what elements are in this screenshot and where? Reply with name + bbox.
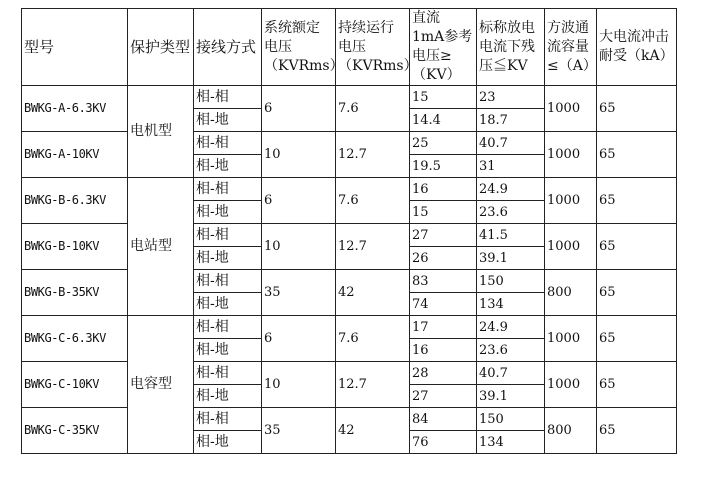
residual-voltage-cell: 150 — [477, 270, 545, 293]
table-row — [22, 362, 677, 385]
impulse-cell: 65 — [597, 362, 677, 408]
square-wave-cell: 800 — [545, 408, 597, 454]
dc-reference-cell: 74 — [410, 293, 477, 316]
wiring-cell: 相-地 — [194, 293, 262, 316]
residual-voltage-cell: 41.5 — [477, 224, 545, 247]
table-row — [22, 270, 677, 293]
table-row — [22, 316, 677, 339]
square-wave-cell: 1000 — [545, 316, 597, 362]
residual-voltage-cell: 23 — [477, 86, 545, 109]
continuous-voltage-cell: 12.7 — [336, 362, 410, 408]
rated-voltage-cell: 6 — [262, 86, 336, 132]
residual-voltage-cell: 39.1 — [477, 247, 545, 270]
residual-voltage-cell: 134 — [477, 431, 545, 454]
continuous-voltage-cell: 7.6 — [336, 86, 410, 132]
dc-reference-cell: 15 — [410, 86, 477, 109]
dc-reference-cell: 83 — [410, 270, 477, 293]
wiring-cell: 相-相 — [194, 178, 262, 201]
header-impulse-withstand: 大电流冲击耐受（kA） — [597, 9, 677, 86]
header-row — [22, 9, 677, 86]
header-model: 型号 — [22, 9, 128, 86]
wiring-cell: 相-相 — [194, 224, 262, 247]
wiring-cell: 相-地 — [194, 155, 262, 178]
rated-voltage-cell: 10 — [262, 224, 336, 270]
dc-reference-cell: 27 — [410, 224, 477, 247]
wiring-cell: 相-相 — [194, 362, 262, 385]
impulse-cell: 65 — [597, 86, 677, 132]
table-row — [22, 408, 677, 431]
wiring-cell: 相-地 — [194, 201, 262, 224]
continuous-voltage-cell: 42 — [336, 408, 410, 454]
dc-reference-cell: 15 — [410, 201, 477, 224]
impulse-cell: 65 — [597, 316, 677, 362]
model-cell: BWKG-B-10KV — [22, 224, 128, 270]
dc-reference-cell: 17 — [410, 316, 477, 339]
header-wiring-method: 接线方式 — [194, 9, 262, 86]
dc-reference-cell: 26 — [410, 247, 477, 270]
impulse-cell: 65 — [597, 224, 677, 270]
protection-type-capacitor: 电容型 — [128, 316, 194, 454]
header-rated-voltage: 系统额定电压（KVRms） — [262, 9, 336, 86]
wiring-cell: 相-相 — [194, 270, 262, 293]
square-wave-cell: 1000 — [545, 178, 597, 224]
model-cell: BWKG-B-35KV — [22, 270, 128, 316]
wiring-cell: 相-相 — [194, 316, 262, 339]
rated-voltage-cell: 35 — [262, 408, 336, 454]
dc-reference-cell: 25 — [410, 132, 477, 155]
header-square-wave-capacity: 方波通流容量≤（A） — [545, 9, 597, 86]
dc-reference-cell: 14.4 — [410, 109, 477, 132]
impulse-cell: 65 — [597, 270, 677, 316]
residual-voltage-cell: 39.1 — [477, 385, 545, 408]
wiring-cell: 相-相 — [194, 408, 262, 431]
rated-voltage-cell: 6 — [262, 178, 336, 224]
table-row — [22, 132, 677, 155]
residual-voltage-cell: 24.9 — [477, 178, 545, 201]
continuous-voltage-cell: 7.6 — [336, 178, 410, 224]
arrester-spec-table — [21, 8, 677, 454]
dc-reference-cell: 84 — [410, 408, 477, 431]
continuous-voltage-cell: 12.7 — [336, 132, 410, 178]
dc-reference-cell: 76 — [410, 431, 477, 454]
wiring-cell: 相-地 — [194, 109, 262, 132]
square-wave-cell: 1000 — [545, 224, 597, 270]
table-row — [22, 178, 677, 201]
residual-voltage-cell: 24.9 — [477, 316, 545, 339]
wiring-cell: 相-地 — [194, 339, 262, 362]
dc-reference-cell: 28 — [410, 362, 477, 385]
table-row — [22, 86, 677, 109]
continuous-voltage-cell: 12.7 — [336, 224, 410, 270]
model-cell: BWKG-B-6.3KV — [22, 178, 128, 224]
header-dc-reference-voltage: 直流 1mA参考电压≥（KV） — [410, 9, 477, 86]
continuous-voltage-cell: 7.6 — [336, 316, 410, 362]
protection-type-motor: 电机型 — [128, 86, 194, 178]
impulse-cell: 65 — [597, 408, 677, 454]
square-wave-cell: 1000 — [545, 362, 597, 408]
rated-voltage-cell: 10 — [262, 362, 336, 408]
model-cell: BWKG-C-35KV — [22, 408, 128, 454]
header-residual-voltage: 标称放电电流下残压≦KV — [477, 9, 545, 86]
wiring-cell: 相-相 — [194, 132, 262, 155]
impulse-cell: 65 — [597, 178, 677, 224]
residual-voltage-cell: 40.7 — [477, 132, 545, 155]
dc-reference-cell: 16 — [410, 178, 477, 201]
residual-voltage-cell: 31 — [477, 155, 545, 178]
residual-voltage-cell: 150 — [477, 408, 545, 431]
header-continuous-voltage: 持续运行电压（KVRms） — [336, 9, 410, 86]
square-wave-cell: 1000 — [545, 132, 597, 178]
square-wave-cell: 800 — [545, 270, 597, 316]
residual-voltage-cell: 40.7 — [477, 362, 545, 385]
rated-voltage-cell: 10 — [262, 132, 336, 178]
residual-voltage-cell: 23.6 — [477, 201, 545, 224]
residual-voltage-cell: 23.6 — [477, 339, 545, 362]
dc-reference-cell: 27 — [410, 385, 477, 408]
rated-voltage-cell: 6 — [262, 316, 336, 362]
wiring-cell: 相-地 — [194, 431, 262, 454]
wiring-cell: 相-地 — [194, 247, 262, 270]
model-cell: BWKG-C-6.3KV — [22, 316, 128, 362]
protection-type-station: 电站型 — [128, 178, 194, 316]
model-cell: BWKG-A-10KV — [22, 132, 128, 178]
wiring-cell: 相-地 — [194, 385, 262, 408]
header-protection-type: 保护类型 — [128, 9, 194, 86]
residual-voltage-cell: 134 — [477, 293, 545, 316]
table-row — [22, 224, 677, 247]
dc-reference-cell: 16 — [410, 339, 477, 362]
impulse-cell: 65 — [597, 132, 677, 178]
wiring-cell: 相-相 — [194, 86, 262, 109]
square-wave-cell: 1000 — [545, 86, 597, 132]
model-cell: BWKG-C-10KV — [22, 362, 128, 408]
residual-voltage-cell: 18.7 — [477, 109, 545, 132]
rated-voltage-cell: 35 — [262, 270, 336, 316]
model-cell: BWKG-A-6.3KV — [22, 86, 128, 132]
continuous-voltage-cell: 42 — [336, 270, 410, 316]
dc-reference-cell: 19.5 — [410, 155, 477, 178]
